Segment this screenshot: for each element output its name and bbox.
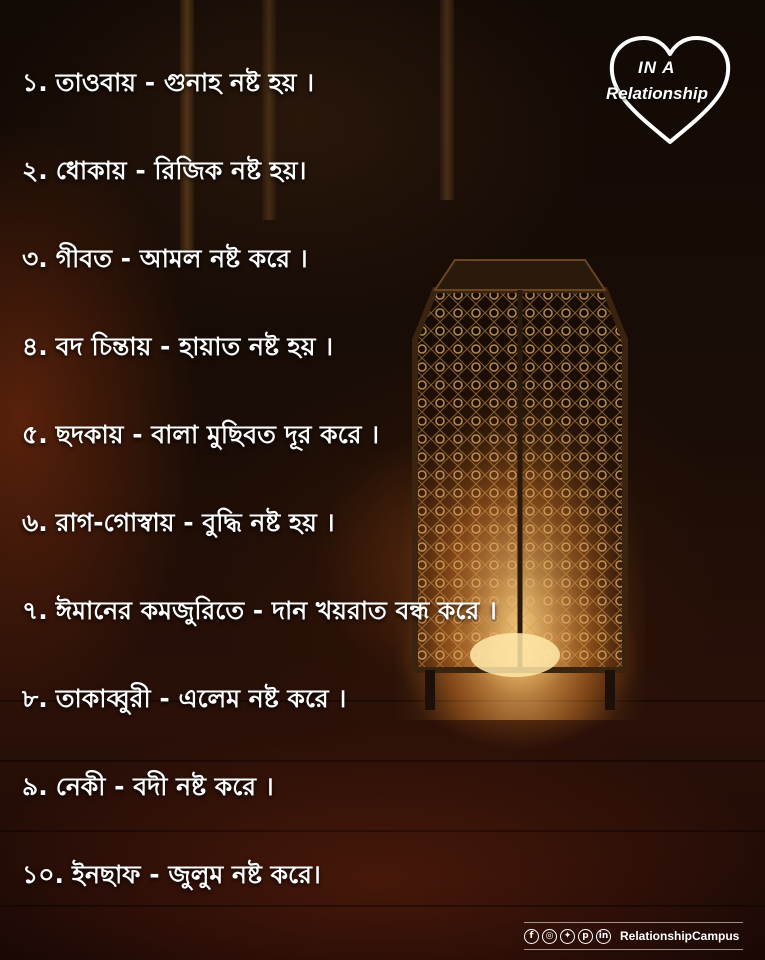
item-text: ইনছাফ - জুলুম নষ্ট করে।: [71, 859, 321, 889]
list-item: [22, 568, 662, 656]
item-number: ১.: [22, 67, 48, 97]
item-number: ৩.: [22, 243, 48, 273]
item-text: তাকাব্বুরী - এলেম নষ্ট করে ।: [55, 683, 347, 713]
item-text: নেকী - বদী নষ্ট করে ।: [55, 771, 274, 801]
pinterest-icon[interactable]: p: [578, 929, 593, 944]
saying-list: [22, 40, 662, 920]
list-item: [22, 392, 662, 480]
item-number: ১০.: [22, 859, 64, 889]
item-text: ধোকায় - রিজিক নষ্ট হয়।: [55, 155, 307, 185]
list-item: [22, 832, 662, 920]
item-number: ৮.: [22, 683, 48, 713]
list-item: [22, 304, 662, 392]
item-number: ৭.: [22, 595, 48, 625]
item-text: তাওবায় - গুনাহ নষ্ট হয় ।: [55, 67, 315, 97]
item-number: ৬.: [22, 507, 48, 537]
list-item: [22, 40, 662, 128]
footer-handle: RelationshipCampus: [620, 929, 740, 943]
list-item: [22, 128, 662, 216]
list-item: [22, 480, 662, 568]
twitter-icon[interactable]: ✦: [560, 929, 575, 944]
instagram-icon[interactable]: ◎: [542, 929, 557, 944]
item-number: ২.: [22, 155, 48, 185]
item-text: গীবত - আমল নষ্ট করে ।: [55, 243, 308, 273]
facebook-icon[interactable]: f: [524, 929, 539, 944]
item-text: ঈমানের কমজুরিতে - দান খয়রাত বন্ধ করে ।: [55, 595, 497, 625]
item-number: ৪.: [22, 331, 48, 361]
list-item: [22, 656, 662, 744]
linkedin-icon[interactable]: in: [596, 929, 611, 944]
logo-line-2: Relationship: [606, 84, 709, 103]
item-text: ছদকায় - বালা মুছিবত দূর করে ।: [55, 419, 380, 449]
brand-logo: [604, 32, 736, 148]
item-number: ৫.: [22, 419, 48, 449]
item-number: ৯.: [22, 771, 48, 801]
item-text: বদ চিন্তায় - হায়াত নষ্ট হয় ।: [55, 331, 334, 361]
list-item: [22, 216, 662, 304]
logo-line-1: IN A: [638, 58, 676, 77]
social-footer: [524, 922, 743, 950]
item-text: রাগ-গোস্বায় - বুদ্ধি নষ্ট হয় ।: [55, 507, 335, 537]
list-item: [22, 744, 662, 832]
